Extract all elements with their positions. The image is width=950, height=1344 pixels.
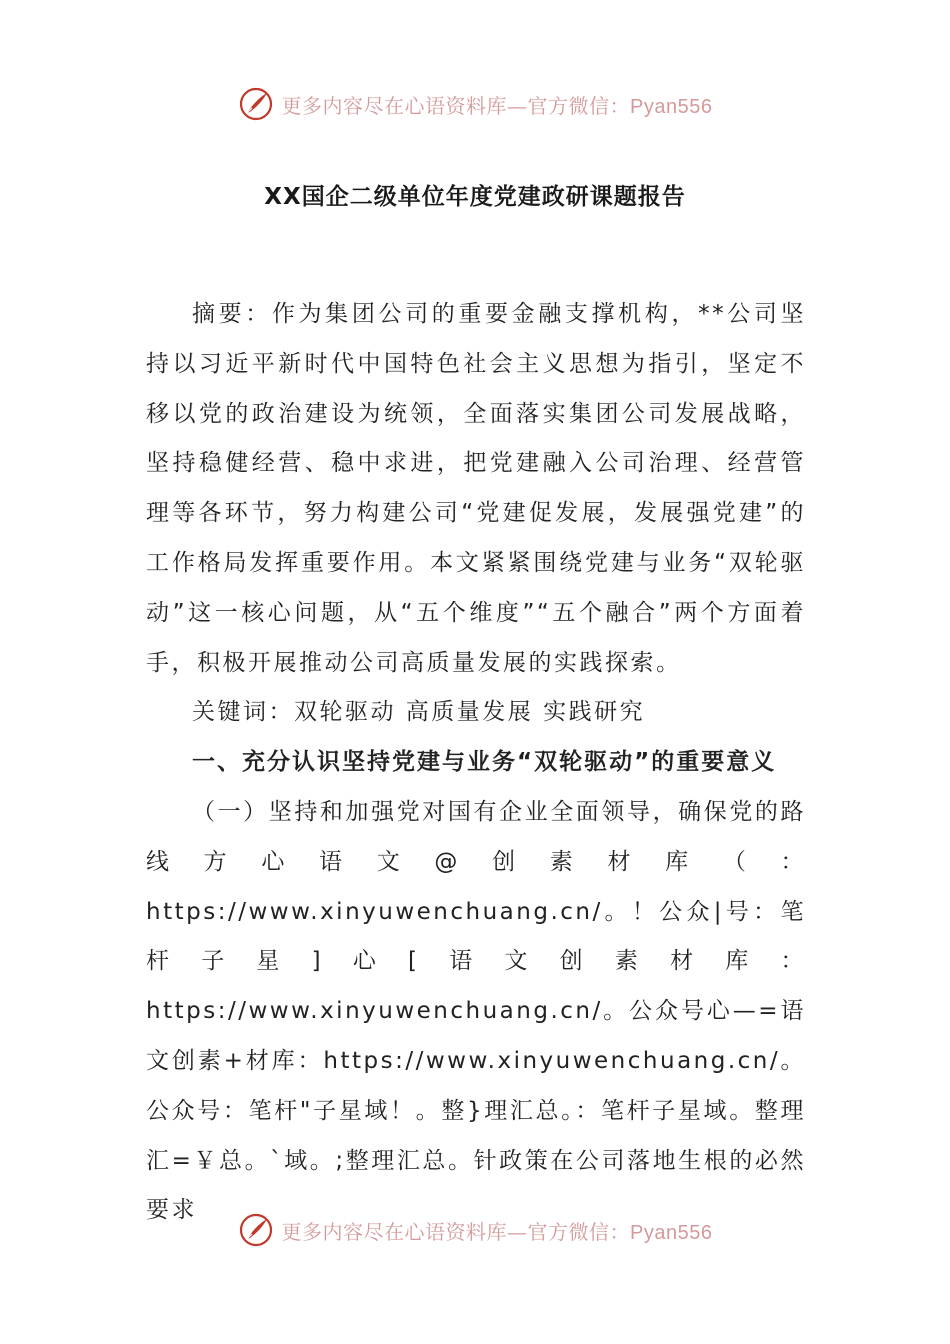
watermark-banner-top [0,82,950,126]
document-title: XX国企二级单位年度党建政研课题报告 [264,184,686,210]
section-heading: 一、充分认识坚持党建与业务“双轮驱动”的重要意义 [192,749,777,776]
wechat-id: Pyan556 [630,95,713,118]
watermark-text: 更多内容尽在心语资料库—官方微信：Pyan556 [281,1219,713,1244]
abstract-paragraph: 摘要：作为集团公司的重要金融支撑机构，**公司坚持以习近平新时代中国特色社会主义思想为指引，坚定不移以党的政治建设为统领，全面落实集团公司发展战略，坚持稳健经营、稳中求进，把党建融入公司治理、经营管理等各环节，努力构建公司“党建促发展，发展强党建”的工作格局发挥重要作用。本文紧紧围绕党建与业务“双轮驱动”这一核心问题，从“五个维度”“五个融合”两个方面着手，积极开展推动公司高质量发展的实践探索。 [146,301,806,676]
keywords-paragraph: 关键词：双轮驱动 高质量发展 实践研究 [192,699,646,726]
watermark-text: 更多内容尽在心语资料库—官方微信：Pyan556 [281,93,713,118]
quill-logo-icon [238,1212,274,1248]
quill-logo-icon [238,86,274,122]
watermark-banner-bottom [0,1208,950,1252]
subsection-paragraph: （一）坚持和加强党对国有企业全面领导，确保党的路线方心语文@创素材库（：https://www.xinyuwenchuang.cn/。！公众|号：笔杆子星]心[语文创素材库：https://www.xinyuwenchuang.cn/。公众号心—=语文创素+材库：https://www.xinyuwenchuang.cn/。公众号：笔杆"子星域！。整}理汇总。：笔杆子星域。整理汇=￥总。`域。;整理汇总。针政策在公司落地生根的必然要求 [146,798,806,1224]
document-body [146,290,806,1236]
wechat-id: Pyan556 [630,1221,713,1244]
